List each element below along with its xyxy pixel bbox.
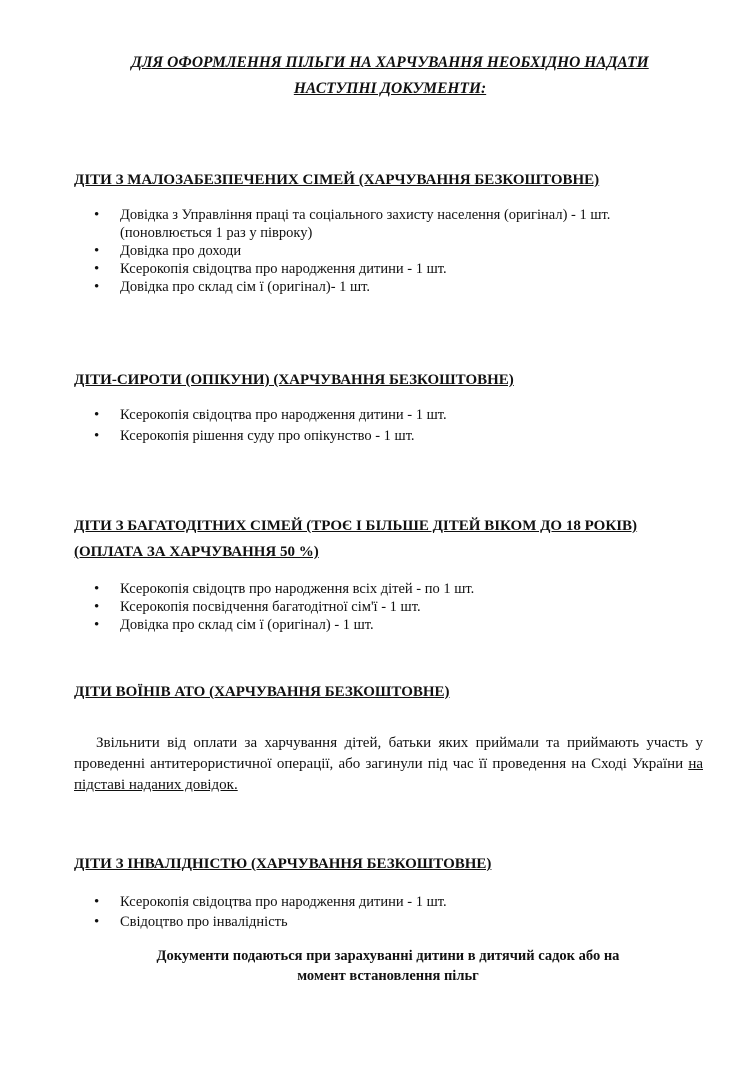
- list-item: • Ксерокопія свідоцтва про народження дитини - 1 шт.: [74, 406, 674, 424]
- document-title: [60, 50, 720, 102]
- document-list-low-income: [74, 206, 674, 296]
- list-item: • Довідка про склад сім ї (оригінал) - 1 шт.: [74, 616, 674, 634]
- footer-note: [100, 946, 676, 986]
- ato-paragraph-text: Звільнити від оплати за харчування дітей, батьки яких приймали та приймають участь у проведенні антитерористичної операції, або загинули під час її проведення на Сході України: [74, 735, 703, 772]
- footer-line-2: момент встановлення пільг: [297, 968, 479, 984]
- document-list-large-families: [74, 580, 674, 634]
- section-heading-large-families-payment: (ОПЛАТА ЗА ХАРЧУВАННЯ 50 %): [74, 544, 319, 560]
- section-heading-disability: ДІТИ З ІНВАЛІДНІСТЮ (ХАРЧУВАННЯ БЕЗКОШТОВНЕ): [74, 856, 492, 872]
- section-heading-ato: ДІТИ ВОЇНІВ АТО (ХАРЧУВАННЯ БЕЗКОШТОВНЕ): [74, 684, 450, 700]
- section-heading-low-income: ДІТИ З МАЛОЗАБЕЗПЕЧЕНИХ СІМЕЙ (ХАРЧУВАННЯ БЕЗКОШТОВНЕ): [74, 172, 600, 188]
- list-item-note: (поновлюється 1 раз у півроку): [120, 225, 313, 241]
- section-heading-large-families: ДІТИ З БАГАТОДІТНИХ СІМЕЙ (ТРОЄ І БІЛЬШЕ ДІТЕЙ ВІКОМ ДО 18 РОКІВ): [74, 518, 638, 534]
- list-item: • Ксерокопія рішення суду про опікунство - 1 шт.: [74, 427, 674, 445]
- list-item: • Ксерокопія свідоцтва про народження дитини - 1 шт.: [74, 893, 674, 911]
- title-line-2: НАСТУПНІ ДОКУМЕНТИ:: [293, 80, 487, 97]
- list-item-continuation: [74, 224, 674, 242]
- document-list-orphans: [74, 406, 674, 445]
- list-item: • Ксерокопія свідоцтва про народження дитини - 1 шт.: [74, 260, 674, 278]
- footer-line-1: Документи подаються при зарахуванні дитини в дитячий садок або на: [156, 948, 620, 964]
- list-item: • Свідоцтво про інвалідність: [74, 913, 674, 931]
- title-line-1: ДЛЯ ОФОРМЛЕННЯ ПІЛЬГИ НА ХАРЧУВАННЯ НЕОБХІДНО НАДАТИ: [131, 54, 649, 71]
- document-list-disability: [74, 893, 674, 931]
- ato-paragraph-underlined: на підставі наданих довідок.: [74, 756, 703, 793]
- list-item: • Довідка з Управління праці та соціального захисту населення (оригінал) - 1 шт.: [74, 206, 674, 224]
- list-item: • Ксерокопія свідоцтв про народження всіх дітей - по 1 шт.: [74, 580, 674, 598]
- list-item: • Довідка про доходи: [74, 242, 674, 260]
- ato-paragraph: [74, 733, 703, 796]
- section-heading-orphans: ДІТИ-СИРОТИ (ОПІКУНИ) (ХАРЧУВАННЯ БЕЗКОШТОВНЕ): [74, 372, 514, 388]
- list-item: • Довідка про склад сім ї (оригінал)- 1 шт.: [74, 278, 674, 296]
- list-item: • Ксерокопія посвідчення багатодітної сім'ї - 1 шт.: [74, 598, 674, 616]
